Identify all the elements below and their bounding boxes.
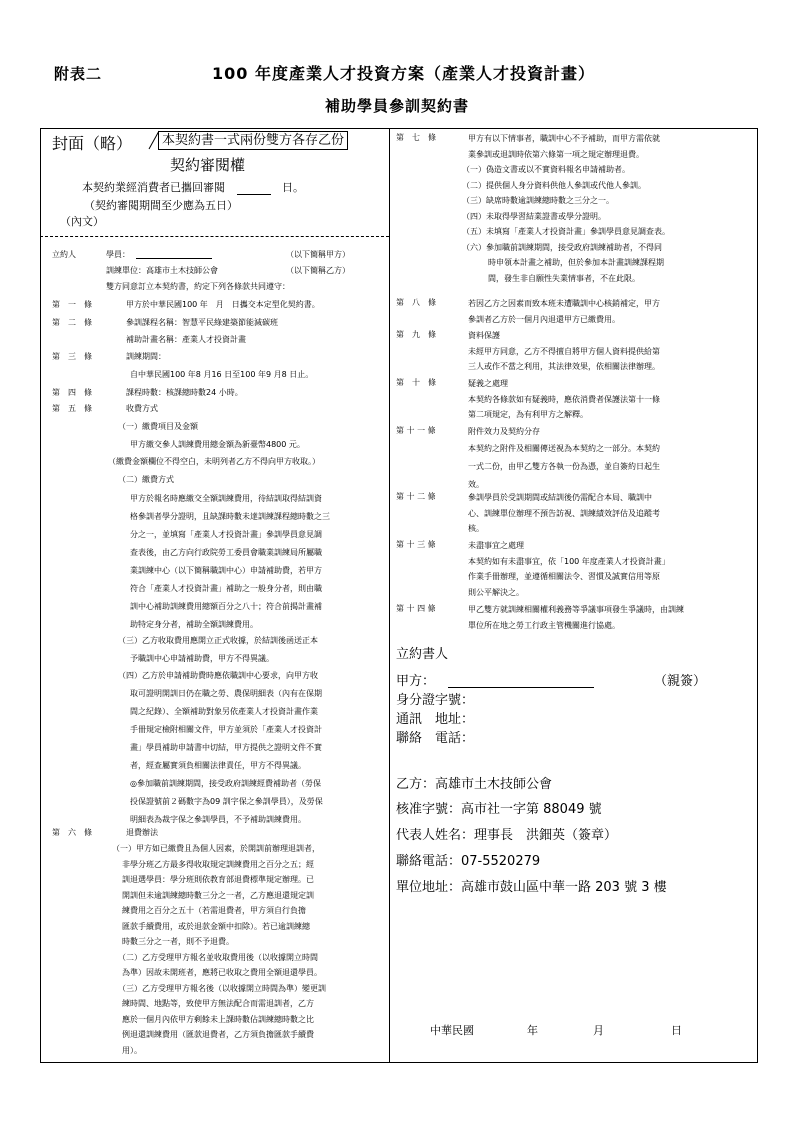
representative: 代表人姓名：理事長 洪鈿英（簽章） <box>396 828 618 843</box>
review-line1 <box>82 179 304 195</box>
clause-text: 參訓課程名稱：智慧平民綠建築節能減碳班 <box>126 318 278 327</box>
clause8-line: 參訓者乙方於一個月內退還甲方已繳費用。 <box>468 314 620 324</box>
clause14-line: 甲乙雙方就訓練相關權利義務等爭議事項發生爭議時，由訓練 <box>468 605 684 614</box>
fee-s4-line: ◎參加職前訓練期間，接受政府訓練經費補助者（勞保 <box>130 779 321 788</box>
fee-s2-title: （二）繳費方式 <box>118 475 174 484</box>
fee-s3-line: 予職訓中心申請補助費，甲方不得異議。 <box>130 654 274 663</box>
clause6-line: 應於一個月內依甲方剩餘未上課時數佔訓練總時數之比 <box>122 1014 314 1024</box>
clause11-line: 本契約之附件及相關傳送視為本契約之一部分。本契約 <box>468 443 660 453</box>
fee-s4-line: 明細表為裁字保之參訓學員，不予補助訓練費用。 <box>130 815 306 824</box>
clause-number: 第 十 三 條 <box>396 540 436 549</box>
clause8-line: 若因乙方之因素而致本班未遭職訓中心核銷補定，甲方 <box>468 299 660 308</box>
clause-text: 課程時數：核課總時數24 小時。 <box>126 388 243 397</box>
fee-s4-line: 者，經查屬實須負相關法律責任，甲方不得異議。 <box>130 761 306 770</box>
clause6-line: 練時間、地點等，致使甲方無法配合而需退訓者，乙方 <box>122 999 314 1008</box>
review-line2: （契約審閱期間至少應為五日） <box>84 199 238 212</box>
date-day: 日 <box>671 1024 682 1037</box>
clause9-line: 資料保護 <box>468 331 500 340</box>
parties-intro: 雙方同意訂立本契約書，約定下列各條款共同遵守： <box>106 282 290 291</box>
clause6-line: 匯款手續費用，或於退款金額中扣除）。若已逾訓練總 <box>122 921 310 931</box>
review-days-blank <box>237 181 271 195</box>
student-name-line <box>136 258 212 259</box>
party-a-note: （以下簡稱甲方） <box>286 250 350 259</box>
student-label: 學員： <box>106 250 130 259</box>
clause7-line: 間，發生非自願性失業情事者，不在此限。 <box>488 273 640 283</box>
party-a-signature-line <box>448 687 594 688</box>
clause-number: 第 四 條 <box>52 388 92 397</box>
id-number-label: 身分證字號： <box>396 693 475 708</box>
clause-number: 第 九 條 <box>396 330 436 339</box>
clause6-body <box>112 841 326 1058</box>
fee-s4-line: （四）乙方於申請補助費時應依職訓中心要求，向甲方收 <box>118 671 318 680</box>
fee-s2-line: 訓中心補助訓練費用總額百分之八十；符合前揭計畫補 <box>130 602 322 611</box>
document-subtitle: 補助學員參訓契約書 <box>324 97 469 115</box>
review-line1-end: 日。 <box>282 181 304 194</box>
clause9-body <box>468 328 660 375</box>
clause11-line: 一式二份，由甲乙雙方各執一份為憑，並自簽約日起生 <box>468 461 660 471</box>
fee-s4-body <box>118 667 323 829</box>
clause-text: 補助計畫名稱：產業人才投資計畫 <box>126 335 246 344</box>
fee-s3-body <box>118 632 318 668</box>
fee-s1-text: 甲方繳交參人訓練費用總金額為新臺幣4800 元。 <box>130 440 305 449</box>
clause6-line: 時數三分之一者，則不予退費。 <box>122 937 234 946</box>
clause7-line: （六）參加職前訓練期間，接受政府訓練補助者，不得同 <box>462 242 662 252</box>
annex-label: 附表二 <box>54 65 103 83</box>
clause7-line: （三）缺席時數逾訓練總時數之三分之一。 <box>462 196 614 205</box>
clause13-line: 本契約如有未盡事宜，依「100 年度產業人才投資計畫」 <box>468 556 670 566</box>
clause-text: 自中華民國100 年8 月16 日至100 年9 月8 日止。 <box>130 370 314 379</box>
clause6-line: （三）乙方受理甲方報名後（以收據開立時間為準）變更訓 <box>118 983 326 993</box>
fee-s4-line: 畫」學員補助申請書中切結，甲方提供之證明文件不實 <box>130 743 322 752</box>
fee-s2-line: 助特定身分者，補助全額訓練費用。 <box>130 620 258 629</box>
clause6-line: 例退還訓練費用（匯款退費者，乙方須負擔匯款手續費 <box>122 1030 314 1039</box>
clause7-line: （二）提供個人身分資料供他人參訓或代他人參訓。 <box>462 180 646 190</box>
clause9-line: 三人或作不當之利用，其法律效果，依相關法律辦理。 <box>468 362 660 371</box>
clause6-line: （二）乙方受理甲方報名並收取費用後（以收據開立時間 <box>118 952 318 962</box>
clause6-line: 訓退選學員：學分班則依教育部退費標準規定辦理。已 <box>122 875 314 884</box>
clause-title: 退費辦法 <box>126 828 158 837</box>
date-era: 中華民國 <box>430 1024 474 1037</box>
clause13-line: 作業手冊辦理，並遵循相關法令、習慣及誠實信用等原 <box>468 572 660 581</box>
clause7-line: 甲方有以下情事者，職訓中心不予補助，而甲方需依就 <box>468 134 660 143</box>
clause10-line: 疑義之處理 <box>468 379 508 388</box>
cover-separator <box>40 236 389 237</box>
clause7-line: 時申領本計畫之補助，但於參加本計畫訓練課程期 <box>488 258 664 267</box>
clause6-line: 為準）因故未開班者，應將已收取之費用全額退還學員。 <box>122 968 322 977</box>
clause11-line: 附件效力及契約分存 <box>468 427 540 436</box>
clause12-line: 心、訓練單位辦理不預告訪視、訓練績效評估及追蹤考 <box>468 508 660 518</box>
clause-number: 第 七 條 <box>396 133 436 142</box>
date-year: 年 <box>527 1024 538 1037</box>
parties-label: 立約人 <box>52 250 76 259</box>
clause6-line: 練費用之百分之五十（若需退費者，甲方須自行負擔 <box>122 906 306 915</box>
content-label: （內文） <box>60 215 104 228</box>
party-b-note: （以下簡稱乙方） <box>286 266 350 275</box>
cover-label: 封面（略） <box>52 134 133 153</box>
fee-s2-line: 甲方於報名時應繳交全額訓練費用，待結訓取得結訓資 <box>130 494 322 503</box>
fee-s4-line: 手冊規定檢附相關文件，甲方並須於「產業人才投資計 <box>130 725 322 734</box>
sign-note: （親簽） <box>654 674 707 689</box>
clause11-body <box>468 424 660 494</box>
clause-text: 甲方於中華民國100 年 月 日攜交本定型化契約書。 <box>126 300 320 309</box>
clause6-line: 非學分班乙方最多得收取規定訓練費用之百分之五；經 <box>122 859 314 869</box>
clause12-body <box>468 490 660 537</box>
fee-s2-line: 符合「產業人才投資計畫」補助之一般身分者，則由職 <box>130 584 322 593</box>
clause10-line: 本契約各條款如有疑義時，應依消費者保護法第十一條 <box>468 394 660 404</box>
clause-number: 第 十 一 條 <box>396 426 436 435</box>
clause13-line: 未盡事宜之處理 <box>468 541 524 550</box>
clause-number: 第 三 條 <box>52 352 92 361</box>
contact-phone: 聯絡電話：07-5520279 <box>396 854 541 869</box>
document-title: 100 年度產業人才投資方案（產業人才投資計畫） <box>212 64 595 83</box>
fee-s4-line: 間之紀錄）、全額補助對象另依產業人才投資計畫作業 <box>130 707 318 716</box>
column-divider <box>389 128 390 1063</box>
review-line1-text: 本契約業經消費者已攜回審閱 <box>82 181 225 194</box>
date-line <box>430 1022 682 1038</box>
copies-box: 本契約書一式兩份雙方各存乙份 <box>158 131 348 150</box>
clause14-line: 單位所在地之勞工行政主管機關進行協處。 <box>468 620 620 630</box>
clause10-line: 第二項規定，為有利甲方之解釋。 <box>468 410 588 419</box>
clause7-body <box>462 131 670 286</box>
clause7-line: （四）未取得學習結業證書或學分證明。 <box>462 211 606 221</box>
clause-text: 訓練期間： <box>126 352 166 361</box>
approval-number: 核准字號：高市社一字第 88049 號 <box>396 802 602 817</box>
clause-number: 第 五 條 <box>52 404 92 413</box>
fee-s4-line: 取可證明開訓日仍在職之勞、農保明細表（內有在保期 <box>130 689 322 698</box>
fee-s2-line: 格參訓者學分證明，且缺課時數未達訓練課程總時數之三 <box>130 512 330 521</box>
training-unit: 訓練單位：高雄市土木技師公會 <box>106 266 218 275</box>
clause13-body <box>468 538 670 600</box>
clause-number: 第 十 條 <box>396 378 436 387</box>
clause-number: 第 六 條 <box>52 828 92 837</box>
fee-s3-line: （三）乙方收取費用應開立正式收據，於結訓後函送正本 <box>118 636 318 645</box>
clause14-body <box>468 602 684 633</box>
clause12-line: 參訓學員於受訓期間或結訓後仍需配合本局、職訓中 <box>468 493 652 502</box>
clause13-line: 則公平解決之。 <box>468 587 524 597</box>
clause-number: 第 十 四 條 <box>396 604 436 613</box>
phone-label: 聯絡 電話： <box>396 731 475 746</box>
party-a-label: 甲方： <box>396 674 436 689</box>
clause8-body <box>468 296 660 327</box>
clause6-line: 開訓但未逾訓練總時數三分之一者，乙方應退還規定訓 <box>122 890 314 900</box>
fee-s2-line: 查表後，由乙方向行政院勞工委員會職業訓練局所屬職 <box>130 548 322 557</box>
fee-s1-title: （一）繳費項目及金額 <box>118 422 198 431</box>
clause-number: 第 一 條 <box>52 300 92 309</box>
date-month: 月 <box>593 1024 604 1037</box>
review-title: 契約審閱權 <box>170 156 246 174</box>
clause-text: 收費方式 <box>126 404 158 413</box>
clause11-line: 效。 <box>468 479 484 489</box>
fee-s4-line: 投保證號前２碼數字為09 訓字保之參訓學員），及勞保 <box>130 797 323 806</box>
clause-number: 第 八 條 <box>396 298 436 307</box>
clause-number: 第 十 二 條 <box>396 492 436 501</box>
fee-s1-note: （繳費金額欄位不得空白，未明列者乙方不得向甲方收取。） <box>108 457 320 466</box>
clause6-line: （一）甲方如已繳費且為個人因素，於開訓前辦理退訓者， <box>112 844 320 853</box>
clause6-line: 用）。 <box>122 1045 142 1055</box>
clause7-line: （五）未填寫「產業人才投資計畫」參訓學員意見調查表。 <box>462 227 670 236</box>
address-label: 通訊 地址： <box>396 712 475 727</box>
clause-number: 第 二 條 <box>52 318 92 327</box>
clause9-line: 未經甲方同意，乙方不得擅自將甲方個人資料提供給第 <box>468 346 660 356</box>
clause7-line: （一）偽造文書或以不實資料報名申請補助者。 <box>462 165 630 174</box>
clause10-body <box>468 376 660 423</box>
party-b-line: 乙方：高雄市土木技師公會 <box>396 777 553 792</box>
unit-address: 單位地址：高雄市鼓山區中華一路 203 號 3 樓 <box>396 880 667 895</box>
clause7-line: 業參訓或退訓時依第六條第一項之規定辦理退費。 <box>468 149 644 159</box>
fee-s2-line: 分之一，並填寫「產業人才投資計畫」參訓學員意見調 <box>130 530 322 539</box>
fee-s2-body <box>130 490 330 634</box>
clause12-line: 核。 <box>468 524 484 533</box>
signatory-header: 立約書人 <box>396 647 449 662</box>
fee-s2-line: 業訓練中心（以下簡稱職訓中心）申請補助費，若甲方 <box>130 566 322 575</box>
